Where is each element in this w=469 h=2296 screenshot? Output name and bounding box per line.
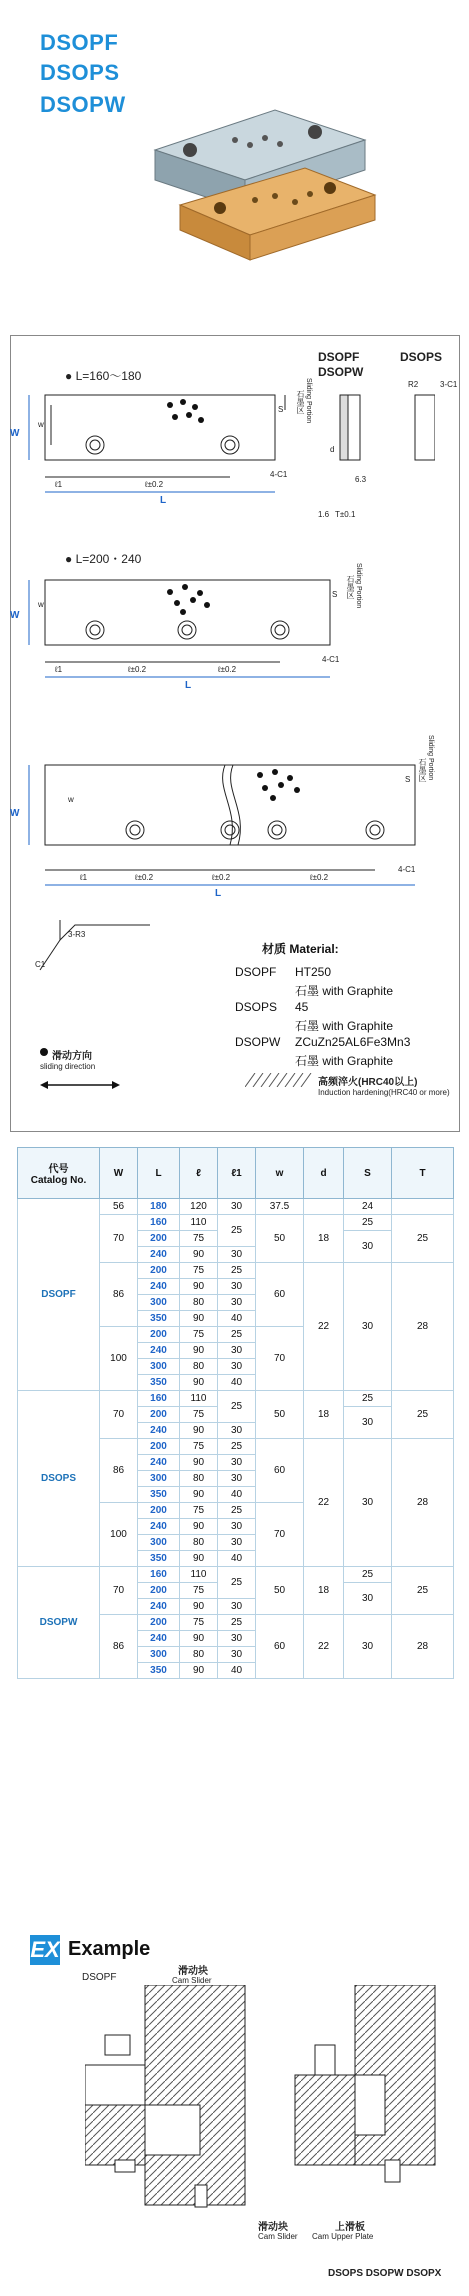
cell-l: 90 — [180, 1599, 218, 1615]
cell-l: 75 — [180, 1263, 218, 1279]
cell-l: 110 — [180, 1567, 218, 1583]
table-row — [18, 1391, 454, 1407]
cell-w: 86 — [100, 1439, 138, 1503]
cell-l1: 25 — [218, 1327, 256, 1343]
catalog-cell: DSOPS — [18, 1391, 100, 1567]
material-heading: 材质 Material: — [262, 942, 339, 956]
cell-w: 37.5 — [256, 1199, 304, 1215]
catalog-cell: DSOPF — [18, 1199, 100, 1391]
cell-w: 70 — [256, 1327, 304, 1391]
cell-l: 160 — [138, 1215, 180, 1231]
dim-W-2: W — [10, 610, 20, 621]
dim-l1-2: ℓ1 — [55, 665, 63, 674]
cell-s: 24 — [344, 1199, 392, 1215]
cell-l: 90 — [180, 1279, 218, 1295]
cell-w: 56 — [100, 1199, 138, 1215]
catalog-cell: DSOPW — [18, 1567, 100, 1679]
dim-lpm-2a: ℓ±0.2 — [128, 665, 147, 674]
upper-plate-en: Cam Upper Plate — [312, 2232, 374, 2241]
dim-w-3: w — [68, 795, 74, 804]
cell-l: 350 — [138, 1487, 180, 1503]
material-value-0: HT250 — [295, 965, 332, 979]
cell-l: 240 — [138, 1423, 180, 1439]
cell-d: 22 — [304, 1615, 344, 1679]
corner-detail — [30, 915, 160, 990]
dim-S-1: S — [278, 405, 284, 414]
cell-l: 90 — [180, 1519, 218, 1535]
th-l1: ℓ1 — [218, 1148, 256, 1199]
sliding-dir-en: sliding direction — [40, 1062, 96, 1071]
cell-l: 200 — [138, 1503, 180, 1519]
th-w: w — [256, 1148, 304, 1199]
cell-s: 30 — [344, 1439, 392, 1567]
cell-t: 28 — [392, 1263, 454, 1391]
cell-l: 240 — [138, 1519, 180, 1535]
cell-l: 240 — [138, 1279, 180, 1295]
cell-l1: 40 — [218, 1487, 256, 1503]
dim-R2: R2 — [408, 380, 419, 389]
cell-l1: 30 — [218, 1599, 256, 1615]
sliding-portion-en-1: Sliding Portion — [305, 378, 312, 424]
cell-l: 240 — [138, 1455, 180, 1471]
cell-l: 160 — [138, 1567, 180, 1583]
cell-w: 50 — [256, 1215, 304, 1263]
cell-l: 90 — [180, 1343, 218, 1359]
title-dsops: DSOPS — [40, 60, 120, 85]
dim-3C1: 3-C1 — [440, 380, 458, 389]
product-photo — [145, 100, 385, 265]
view-label-dsopf-dsopw: DSOPF DSOPW — [318, 350, 364, 379]
cell-l1: 30 — [218, 1647, 256, 1663]
cell-w: 86 — [100, 1615, 138, 1679]
cell-l: 240 — [138, 1631, 180, 1647]
cell-w: 60 — [256, 1439, 304, 1503]
material-code-1: DSOPS — [235, 1000, 278, 1014]
cell-w: 70 — [256, 1503, 304, 1567]
cell-l1: 40 — [218, 1375, 256, 1391]
cell-d: 22 — [304, 1439, 344, 1567]
cell-l: 110 — [180, 1215, 218, 1231]
cell-l: 200 — [138, 1407, 180, 1423]
cell-l1: 25 — [218, 1391, 256, 1423]
footer-codes: DSOPS DSOPW DSOPX — [328, 2268, 442, 2279]
th-d: d — [304, 1148, 344, 1199]
cell-l1: 30 — [218, 1199, 256, 1215]
th-l: ℓ — [180, 1148, 218, 1199]
cell-l: 80 — [180, 1471, 218, 1487]
cell-l: 75 — [180, 1503, 218, 1519]
cell-l: 90 — [180, 1551, 218, 1567]
cell-l1: 30 — [218, 1247, 256, 1263]
hardening-hatch — [245, 1073, 315, 1087]
dim-S-3: S — [405, 775, 411, 784]
cell-l1: 40 — [218, 1551, 256, 1567]
hardening-en: Induction hardening(HRC40 or more) — [318, 1088, 450, 1097]
title-dsopw: DSOPW — [40, 92, 126, 117]
cell-w: 60 — [256, 1263, 304, 1327]
table-body — [18, 1199, 454, 1679]
cell-l: 200 — [138, 1263, 180, 1279]
cell-w: 50 — [256, 1391, 304, 1439]
cell-w: 60 — [256, 1615, 304, 1679]
cell-d: 18 — [304, 1567, 344, 1615]
sliding-dir-dot — [40, 1048, 48, 1056]
cell-d: 18 — [304, 1215, 344, 1263]
cell-l: 200 — [138, 1439, 180, 1455]
dim-T: T±0.1 — [335, 510, 356, 519]
cell-l: 80 — [180, 1295, 218, 1311]
example-title: Example — [68, 1938, 151, 1960]
cell-d — [304, 1199, 344, 1215]
cell-l1: 30 — [218, 1359, 256, 1375]
title-dsopf: DSOPF — [40, 30, 119, 55]
cell-l: 75 — [180, 1407, 218, 1423]
cell-l: 350 — [138, 1663, 180, 1679]
cell-l: 180 — [138, 1199, 180, 1215]
cell-t: 25 — [392, 1567, 454, 1615]
cell-l: 300 — [138, 1359, 180, 1375]
cell-l1: 25 — [218, 1567, 256, 1599]
cell-w: 100 — [100, 1327, 138, 1391]
cell-w: 70 — [100, 1215, 138, 1263]
cell-t: 25 — [392, 1391, 454, 1439]
sliding-portion-en-2: Sliding Portion — [355, 563, 362, 609]
cell-l1: 30 — [218, 1279, 256, 1295]
hardening-cn: 高频淬火(HRC40以上) — [318, 1077, 418, 1088]
material-code-2: DSOPW — [235, 1035, 281, 1049]
material-value-1: 45 — [295, 1000, 309, 1014]
cell-l: 300 — [138, 1535, 180, 1551]
cell-l: 90 — [180, 1423, 218, 1439]
th-S: S — [344, 1148, 392, 1199]
example-drawing — [85, 1985, 445, 2215]
cell-l1: 30 — [218, 1631, 256, 1647]
cell-l: 75 — [180, 1583, 218, 1599]
dim-l1-3: ℓ1 — [80, 873, 88, 882]
drawing-l200-240 — [15, 565, 435, 715]
cell-s: 30 — [344, 1407, 392, 1439]
dim-63: 6.3 — [355, 475, 367, 484]
cell-l: 90 — [180, 1247, 218, 1263]
ex-badge: EX — [30, 1935, 60, 1965]
range-label-1: ● L=160～180 — [65, 369, 142, 383]
dim-L-3: L — [215, 888, 222, 899]
cell-l1: 40 — [218, 1663, 256, 1679]
dim-C1-1: 4-C1 — [270, 470, 288, 479]
cell-s: 30 — [344, 1231, 392, 1263]
cell-l: 240 — [138, 1247, 180, 1263]
cell-l1: 30 — [218, 1455, 256, 1471]
th-T: T — [392, 1148, 454, 1199]
cell-l: 300 — [138, 1295, 180, 1311]
cell-l: 75 — [180, 1231, 218, 1247]
cell-l: 350 — [138, 1551, 180, 1567]
cell-l: 110 — [180, 1391, 218, 1407]
cam-slider-cn: 滑动块 — [178, 1966, 208, 1977]
cell-l1: 25 — [218, 1439, 256, 1455]
sliding-portion-cn-3: 石墨区 — [418, 758, 427, 782]
cell-l: 90 — [180, 1311, 218, 1327]
cell-w: 100 — [100, 1503, 138, 1567]
cell-t — [392, 1199, 454, 1215]
cell-l: 240 — [138, 1343, 180, 1359]
range-label-2: ● L=200・240 — [65, 552, 142, 566]
dim-L-1: L — [160, 495, 167, 506]
material-note-0: 石墨 with Graphite — [295, 984, 394, 998]
cell-d: 18 — [304, 1391, 344, 1439]
dim-lpm-3c: ℓ±0.2 — [310, 873, 329, 882]
cell-s: 30 — [344, 1583, 392, 1615]
table-row — [18, 1567, 454, 1583]
cell-l1: 30 — [218, 1343, 256, 1359]
material-code-0: DSOPF — [235, 965, 277, 979]
spec-table — [17, 1147, 454, 1679]
th-catalog: 代号 Catalog No. — [18, 1148, 100, 1199]
cell-s: 25 — [344, 1567, 392, 1583]
cell-w: 70 — [100, 1391, 138, 1439]
drawing-l160-180 — [15, 380, 435, 540]
material-value-2: ZCuZn25AL6Fe3Mn3 — [295, 1035, 411, 1049]
th-W: W — [100, 1148, 138, 1199]
slider2-cn: 滑动块 — [258, 2222, 288, 2233]
cell-l: 80 — [180, 1359, 218, 1375]
cell-w: 70 — [100, 1567, 138, 1615]
dim-16: 1.6 — [318, 510, 330, 519]
cell-l: 90 — [180, 1455, 218, 1471]
cell-l: 90 — [180, 1487, 218, 1503]
material-note-2: 石墨 with Graphite — [295, 1054, 394, 1068]
dim-w-1: w — [38, 420, 44, 429]
cell-d: 22 — [304, 1263, 344, 1391]
sliding-dir-arrow — [40, 1078, 120, 1092]
cell-s: 30 — [344, 1263, 392, 1391]
sliding-portion-cn-2: 石墨区 — [346, 575, 355, 599]
cell-l: 120 — [180, 1199, 218, 1215]
cell-t: 28 — [392, 1615, 454, 1679]
cell-l: 300 — [138, 1647, 180, 1663]
cell-l: 200 — [138, 1615, 180, 1631]
cell-s: 25 — [344, 1391, 392, 1407]
dim-lpm-1: ℓ±0.2 — [145, 480, 164, 489]
cell-l: 160 — [138, 1391, 180, 1407]
dim-d: d — [330, 445, 335, 454]
slider2-en: Cam Slider — [258, 2232, 298, 2241]
cell-l: 200 — [138, 1583, 180, 1599]
dim-3R3: 3-R3 — [68, 930, 86, 939]
sliding-portion-en-3: Sliding Portion — [427, 735, 434, 781]
dim-C1-2: 4-C1 — [322, 655, 340, 664]
cell-l: 75 — [180, 1439, 218, 1455]
cell-l1: 25 — [218, 1263, 256, 1279]
dim-l1-1: ℓ1 — [55, 480, 63, 489]
cell-l: 200 — [138, 1327, 180, 1343]
cell-t: 28 — [392, 1439, 454, 1567]
dim-lpm-3b: ℓ±0.2 — [212, 873, 231, 882]
sliding-dir-cn: 滑动方向 — [52, 1051, 92, 1062]
cell-l: 350 — [138, 1375, 180, 1391]
cell-l: 80 — [180, 1647, 218, 1663]
dim-w-2: w — [38, 600, 44, 609]
table-header-row — [18, 1148, 454, 1199]
dim-W-3: W — [10, 808, 20, 819]
th-L: L — [138, 1148, 180, 1199]
cell-l: 75 — [180, 1615, 218, 1631]
material-note-1: 石墨 with Graphite — [295, 1019, 394, 1033]
dim-c1-detail: C1 — [35, 960, 46, 969]
cell-t: 25 — [392, 1215, 454, 1263]
cell-l1: 30 — [218, 1423, 256, 1439]
cell-l1: 25 — [218, 1615, 256, 1631]
cell-l1: 25 — [218, 1215, 256, 1247]
cell-l1: 30 — [218, 1471, 256, 1487]
cam-slider-en: Cam Slider — [172, 1976, 212, 1985]
dim-W-1: W — [10, 428, 20, 439]
cell-l: 300 — [138, 1471, 180, 1487]
cell-l: 90 — [180, 1663, 218, 1679]
dim-C1-3: 4-C1 — [398, 865, 416, 874]
cell-l: 75 — [180, 1327, 218, 1343]
cell-l1: 25 — [218, 1503, 256, 1519]
cell-l1: 40 — [218, 1311, 256, 1327]
cell-l: 240 — [138, 1599, 180, 1615]
upper-plate-cn: 上滑板 — [335, 2222, 365, 2233]
dim-lpm-3a: ℓ±0.2 — [135, 873, 154, 882]
dim-S-2: S — [332, 590, 338, 599]
cell-l: 90 — [180, 1375, 218, 1391]
example-dsopf: DSOPF — [82, 1972, 117, 1983]
cell-l: 90 — [180, 1631, 218, 1647]
cell-w: 86 — [100, 1263, 138, 1327]
cell-l1: 30 — [218, 1535, 256, 1551]
table-row — [18, 1199, 454, 1215]
cell-w: 50 — [256, 1567, 304, 1615]
dim-L-2: L — [185, 680, 192, 691]
cell-s: 25 — [344, 1215, 392, 1231]
cell-l: 350 — [138, 1311, 180, 1327]
dim-lpm-2b: ℓ±0.2 — [218, 665, 237, 674]
view-label-dsops: DSOPS — [400, 350, 443, 364]
cell-l1: 30 — [218, 1295, 256, 1311]
cell-l: 200 — [138, 1231, 180, 1247]
cell-l: 80 — [180, 1535, 218, 1551]
cell-l1: 30 — [218, 1519, 256, 1535]
sliding-portion-cn-1: 石墨区 — [296, 390, 305, 414]
cell-s: 30 — [344, 1615, 392, 1679]
